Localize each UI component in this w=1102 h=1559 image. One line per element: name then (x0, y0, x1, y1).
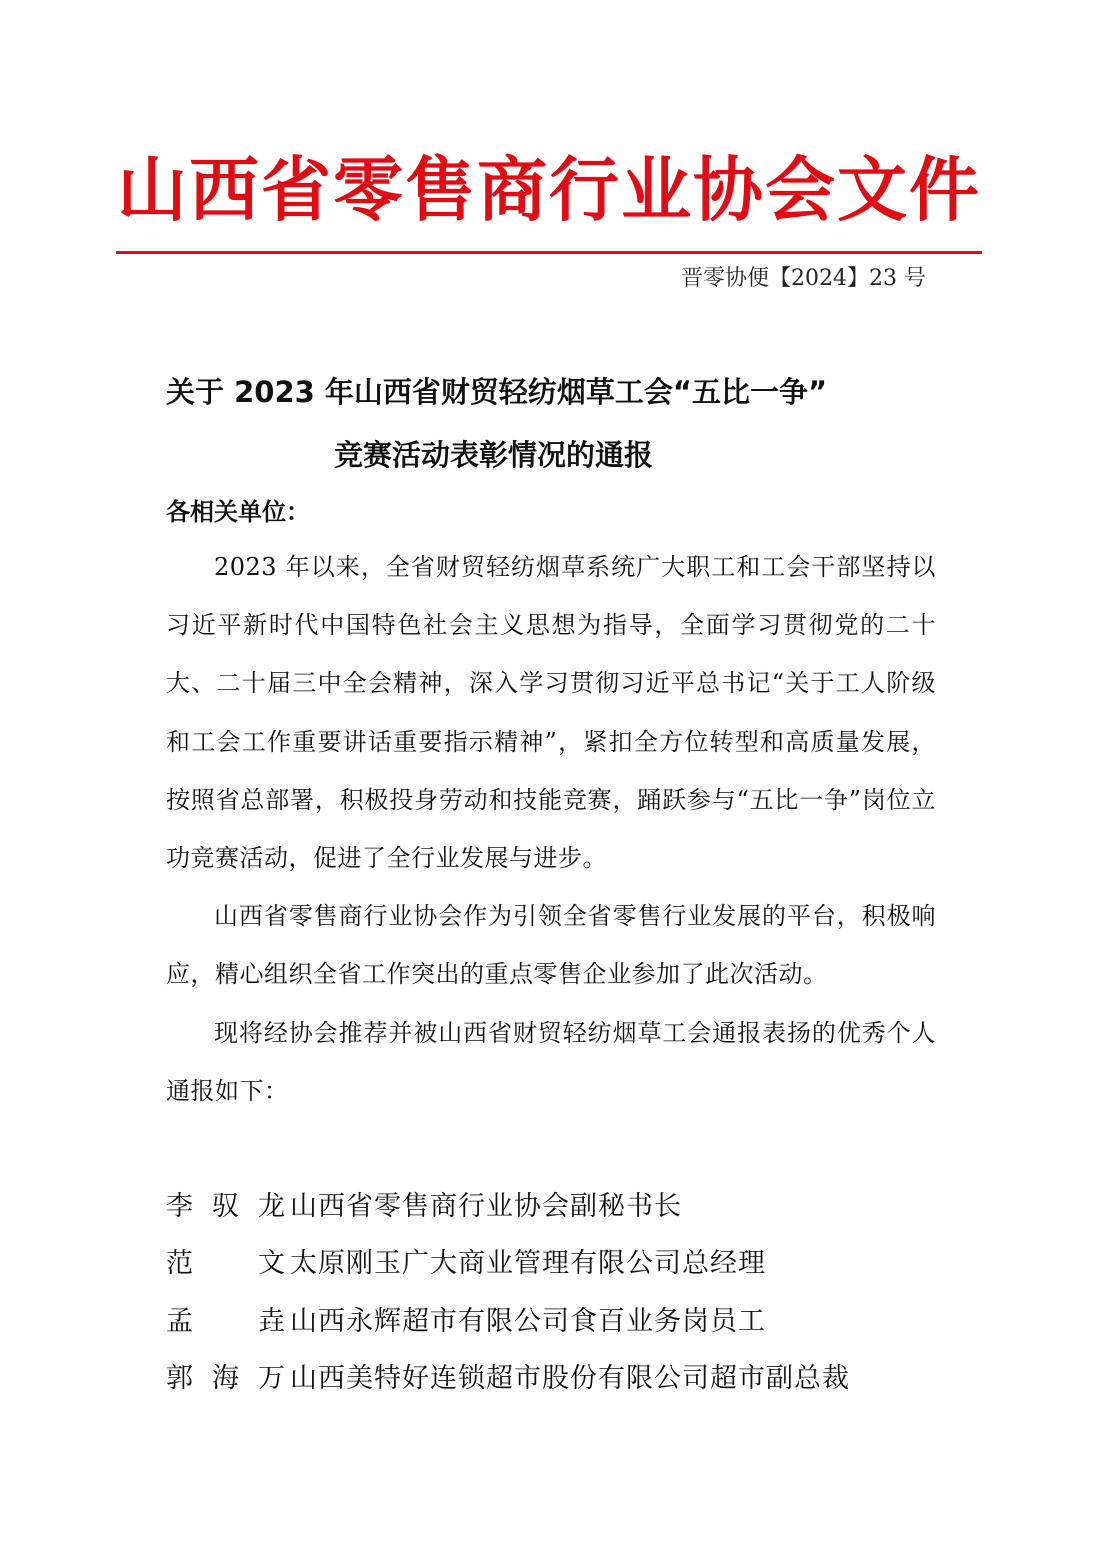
document-title-line-2: 竞赛活动表彰情况的通报 (334, 438, 654, 472)
honoree-row (166, 1350, 966, 1407)
org-header-title: 山西省零售商行业协会文件 (117, 149, 981, 231)
body-paragraph-2: 山西省零售商行业协会作为引领全省零售行业发展的平台，积极响应，精心组织全省工作突出的重点零售企业参加了此次活动。 (166, 902, 936, 989)
honoree-name: 孟垚 (166, 1305, 286, 1337)
honoree-name: 郭海万 (166, 1362, 286, 1394)
honoree-row (166, 1235, 966, 1292)
document-title (166, 372, 946, 475)
honoree-title: 山西省零售商行业协会副秘书长 (290, 1191, 682, 1222)
honoree-title: 太原刚玉广大商业管理有限公司总经理 (290, 1248, 766, 1280)
honoree-title: 山西永辉超市有限公司食百业务岗员工 (290, 1305, 766, 1337)
honoree-name: 范文 (166, 1248, 286, 1280)
honoree-list (166, 1178, 966, 1407)
body-paragraph-3: 现将经协会推荐并被山西省财贸轻纺烟草工会通报表扬的优秀个人通报如下： (166, 1018, 936, 1105)
document-number: 晋零协便【2024】23 号 (681, 266, 926, 291)
honoree-row (166, 1178, 966, 1235)
honoree-name: 李驭龙 (166, 1191, 286, 1222)
honoree-row (166, 1293, 966, 1350)
header-red-rule (116, 251, 982, 254)
document-body (166, 538, 936, 1120)
document-title-line-1: 关于 2023 年山西省财贸轻纺烟草工会“五比一争” (166, 375, 828, 409)
salutation: 各相关单位： (166, 498, 310, 526)
honoree-title: 山西美特好连锁超市股份有限公司超市副总裁 (290, 1362, 850, 1394)
body-paragraph-1: 2023 年以来，全省财贸轻纺烟草系统广大职工和工会干部坚持以习近平新时代中国特色社会主义思想为指导，全面学习贯彻党的二十大、二十届三中全会精神，深入学习贯彻习近平总书记“关于工人阶级和工会工作重要讲话重要指示精神”，紧扣全方位转型和高质量发展，按照省总部署，积极投身劳动和技能竞赛，踊跃参与“五比一争”岗位立功竞赛活动，促进了全行业发展与进步。 (166, 553, 936, 873)
